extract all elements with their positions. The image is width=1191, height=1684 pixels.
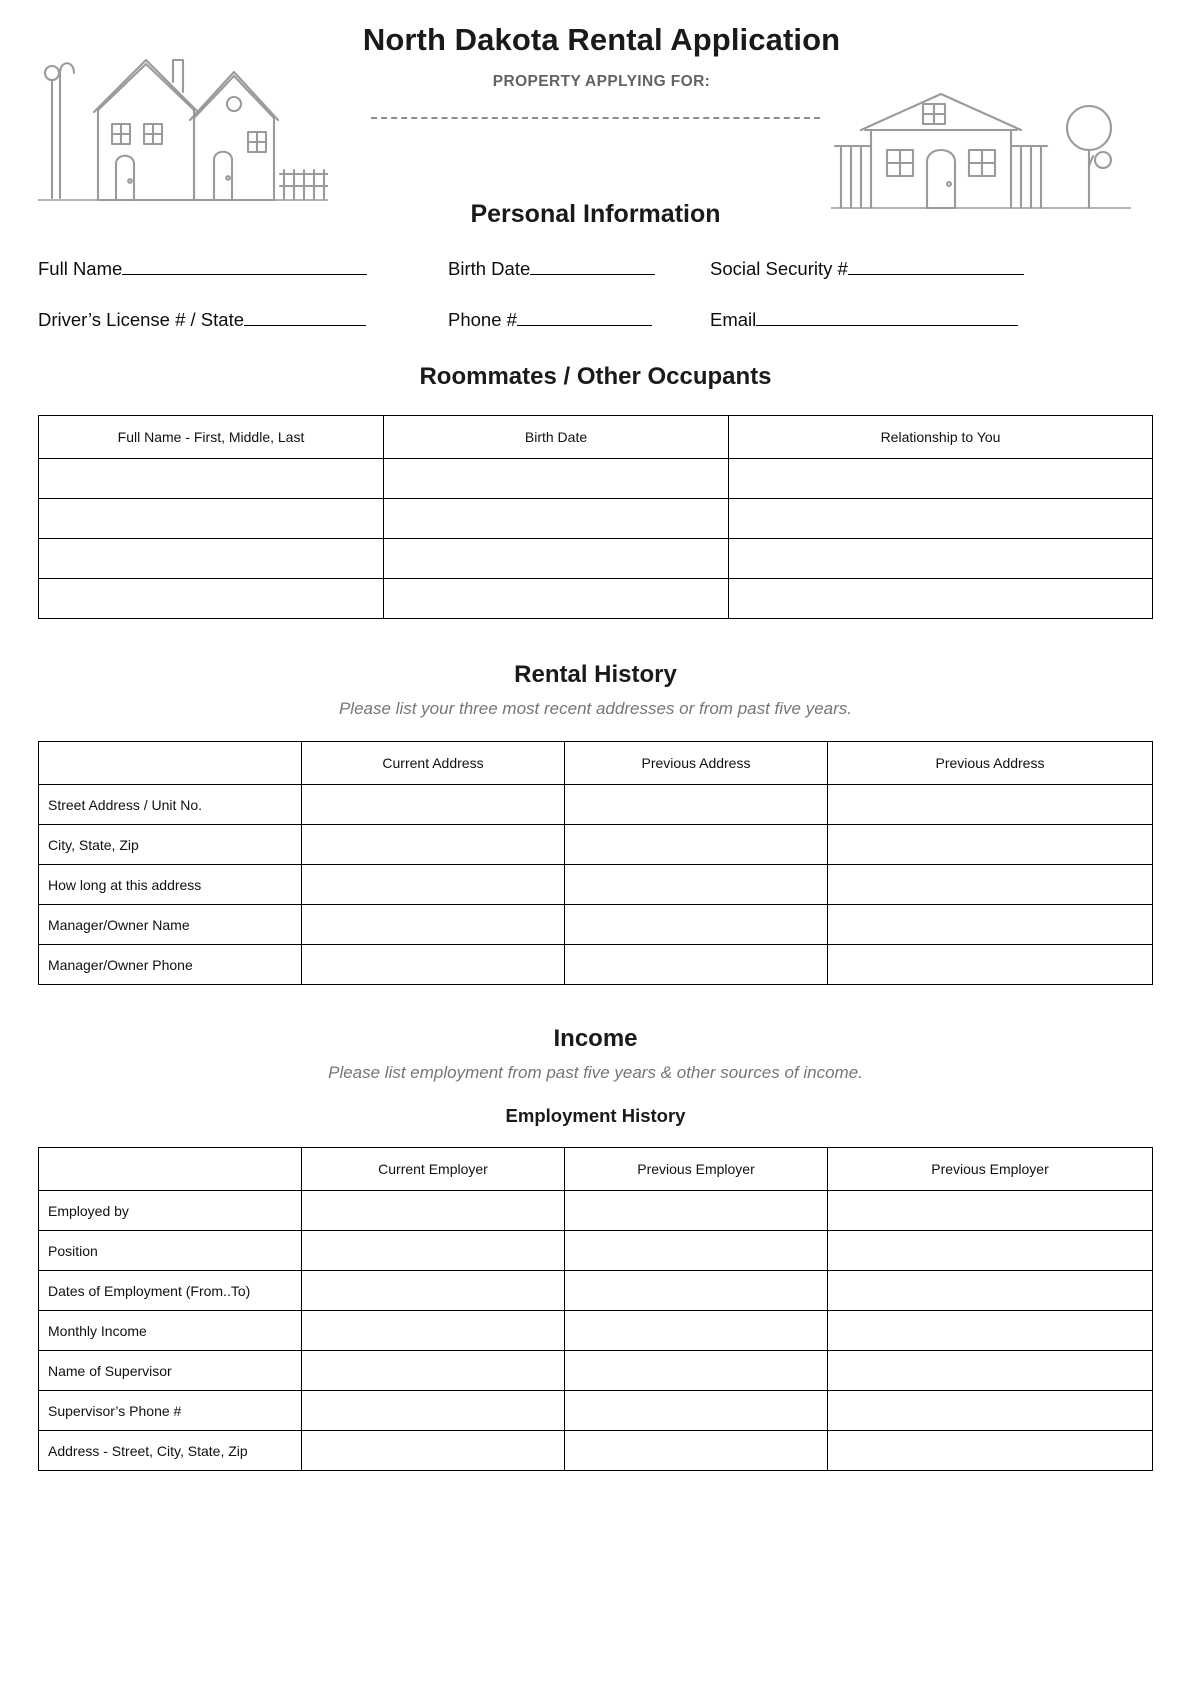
personal-info-row-2 [38, 308, 1153, 331]
employment-cell-previous-1[interactable] [565, 1351, 828, 1391]
roommates-col-birth-date: Birth Date [384, 416, 729, 459]
employment-cell-current[interactable] [302, 1271, 565, 1311]
rental-cell-current[interactable] [302, 865, 565, 905]
property-applying-for-label: PROPERTY APPLYING FOR: [492, 73, 711, 90]
house-with-tree-illustration [831, 88, 1131, 213]
table-row [39, 1311, 1153, 1351]
table-row [39, 499, 1153, 539]
roommate-name-cell[interactable] [39, 579, 384, 619]
rental-cell-previous-1[interactable] [565, 825, 828, 865]
table-row [39, 1191, 1153, 1231]
employment-cell-current[interactable] [302, 1231, 565, 1271]
employment-col-previous-employer-2: Previous Employer [828, 1148, 1153, 1191]
income-heading: Income [553, 1025, 638, 1052]
rental-cell-previous-2[interactable] [828, 865, 1153, 905]
employment-cell-previous-2[interactable] [828, 1271, 1153, 1311]
employment-row-label: Monthly Income [39, 1311, 302, 1351]
rental-row-label: Manager/Owner Phone [39, 945, 302, 985]
table-row [39, 865, 1153, 905]
full-name-field[interactable] [38, 257, 448, 280]
rental-row-label: City, State, Zip [39, 825, 302, 865]
phone-label: Phone # [448, 309, 517, 330]
rental-cell-previous-2[interactable] [828, 825, 1153, 865]
table-row [39, 905, 1153, 945]
employment-cell-previous-2[interactable] [828, 1391, 1153, 1431]
rental-cell-previous-1[interactable] [565, 785, 828, 825]
rental-cell-previous-2[interactable] [828, 945, 1153, 985]
rental-history-table [38, 741, 1153, 985]
employment-cell-previous-1[interactable] [565, 1431, 828, 1471]
table-row [39, 1271, 1153, 1311]
roommate-relationship-cell[interactable] [729, 459, 1153, 499]
email-field[interactable] [710, 308, 1153, 331]
employment-header-row [39, 1148, 1153, 1191]
income-subtitle: Please list employment from past five years & other sources of income. [328, 1063, 863, 1082]
roommates-col-relationship: Relationship to You [729, 416, 1153, 459]
employment-cell-previous-1[interactable] [565, 1191, 828, 1231]
employment-cell-previous-2[interactable] [828, 1351, 1153, 1391]
employment-col-previous-employer-1: Previous Employer [565, 1148, 828, 1191]
employment-cell-previous-2[interactable] [828, 1191, 1153, 1231]
rental-history-subtitle: Please list your three most recent addresses or from past five years. [338, 699, 853, 718]
employment-row-label: Employed by [39, 1191, 302, 1231]
drivers-license-field[interactable] [38, 308, 448, 331]
birth-date-field[interactable] [448, 257, 710, 280]
roommate-name-cell[interactable] [39, 539, 384, 579]
roommate-relationship-cell[interactable] [729, 539, 1153, 579]
employment-cell-previous-2[interactable] [828, 1231, 1153, 1271]
rental-history-header-row [39, 742, 1153, 785]
birth-date-input[interactable] [530, 257, 655, 275]
employment-cell-previous-2[interactable] [828, 1431, 1153, 1471]
rental-history-col-previous-address-1: Previous Address [565, 742, 828, 785]
employment-cell-current[interactable] [302, 1311, 565, 1351]
phone-field[interactable] [448, 308, 710, 331]
employment-cell-previous-1[interactable] [565, 1231, 828, 1271]
table-row [39, 1391, 1153, 1431]
rental-cell-previous-1[interactable] [565, 945, 828, 985]
rental-row-label: Street Address / Unit No. [39, 785, 302, 825]
rental-cell-current[interactable] [302, 945, 565, 985]
rental-cell-current[interactable] [302, 905, 565, 945]
employment-cell-previous-1[interactable] [565, 1271, 828, 1311]
rental-cell-current[interactable] [302, 825, 565, 865]
roommate-birth-cell[interactable] [384, 539, 729, 579]
rental-history-col-previous-address-2: Previous Address [828, 742, 1153, 785]
email-input[interactable] [756, 308, 1018, 326]
rental-history-heading: Rental History [514, 661, 677, 688]
table-row [39, 579, 1153, 619]
table-row [39, 1351, 1153, 1391]
rental-history-col-current-address: Current Address [302, 742, 565, 785]
social-security-field[interactable] [710, 257, 1153, 280]
roommate-birth-cell[interactable] [384, 459, 729, 499]
personal-info-row-1 [38, 257, 1153, 280]
email-label: Email [710, 309, 757, 330]
employment-col-current-employer: Current Employer [302, 1148, 565, 1191]
drivers-license-label: Driver’s License # / State [38, 309, 244, 330]
roommates-heading: Roommates / Other Occupants [419, 363, 772, 390]
full-name-label: Full Name [38, 258, 123, 279]
table-row [39, 459, 1153, 499]
personal-information-fields [38, 257, 1153, 331]
full-name-input[interactable] [122, 257, 367, 275]
table-row [39, 1431, 1153, 1471]
roommate-birth-cell[interactable] [384, 579, 729, 619]
social-security-input[interactable] [848, 257, 1024, 275]
roommate-name-cell[interactable] [39, 459, 384, 499]
table-row [39, 539, 1153, 579]
rental-row-label: How long at this address [39, 865, 302, 905]
phone-input[interactable] [517, 308, 652, 326]
personal-information-heading: Personal Information [470, 200, 721, 228]
employment-cell-previous-1[interactable] [565, 1311, 828, 1351]
employment-row-label: Name of Supervisor [39, 1351, 302, 1391]
page-header [38, 0, 1153, 200]
rental-row-label: Manager/Owner Name [39, 905, 302, 945]
employment-cell-current[interactable] [302, 1351, 565, 1391]
table-row [39, 1231, 1153, 1271]
birth-date-label: Birth Date [448, 258, 531, 279]
roommate-name-cell[interactable] [39, 499, 384, 539]
employment-cell-current[interactable] [302, 1391, 565, 1431]
employment-row-label: Position [39, 1231, 302, 1271]
rental-cell-previous-2[interactable] [828, 905, 1153, 945]
employment-cell-current[interactable] [302, 1191, 565, 1231]
rental-cell-previous-1[interactable] [565, 905, 828, 945]
employment-cell-previous-2[interactable] [828, 1311, 1153, 1351]
rental-cell-previous-1[interactable] [565, 865, 828, 905]
roommates-col-full-name: Full Name - First, Middle, Last [39, 416, 384, 459]
employment-col-blank [39, 1148, 302, 1191]
page-title: North Dakota Rental Application [362, 22, 841, 57]
employment-history-table [38, 1147, 1153, 1471]
social-security-label: Social Security # [710, 258, 848, 279]
rental-cell-previous-2[interactable] [828, 785, 1153, 825]
property-applying-for-blank[interactable] [371, 117, 820, 119]
employment-cell-previous-1[interactable] [565, 1391, 828, 1431]
table-row [39, 825, 1153, 865]
roommates-table [38, 415, 1153, 619]
drivers-license-input[interactable] [244, 308, 366, 326]
rental-cell-current[interactable] [302, 785, 565, 825]
employment-row-label: Address - Street, City, State, Zip [39, 1431, 302, 1471]
roommates-table-header-row [39, 416, 1153, 459]
table-row [39, 785, 1153, 825]
employment-row-label: Dates of Employment (From..To) [39, 1271, 302, 1311]
roommate-relationship-cell[interactable] [729, 579, 1153, 619]
employment-row-label: Supervisor’s Phone # [39, 1391, 302, 1431]
roommate-relationship-cell[interactable] [729, 499, 1153, 539]
roommate-birth-cell[interactable] [384, 499, 729, 539]
table-row [39, 945, 1153, 985]
employment-history-heading: Employment History [505, 1105, 686, 1126]
employment-cell-current[interactable] [302, 1431, 565, 1471]
rental-history-col-blank [39, 742, 302, 785]
